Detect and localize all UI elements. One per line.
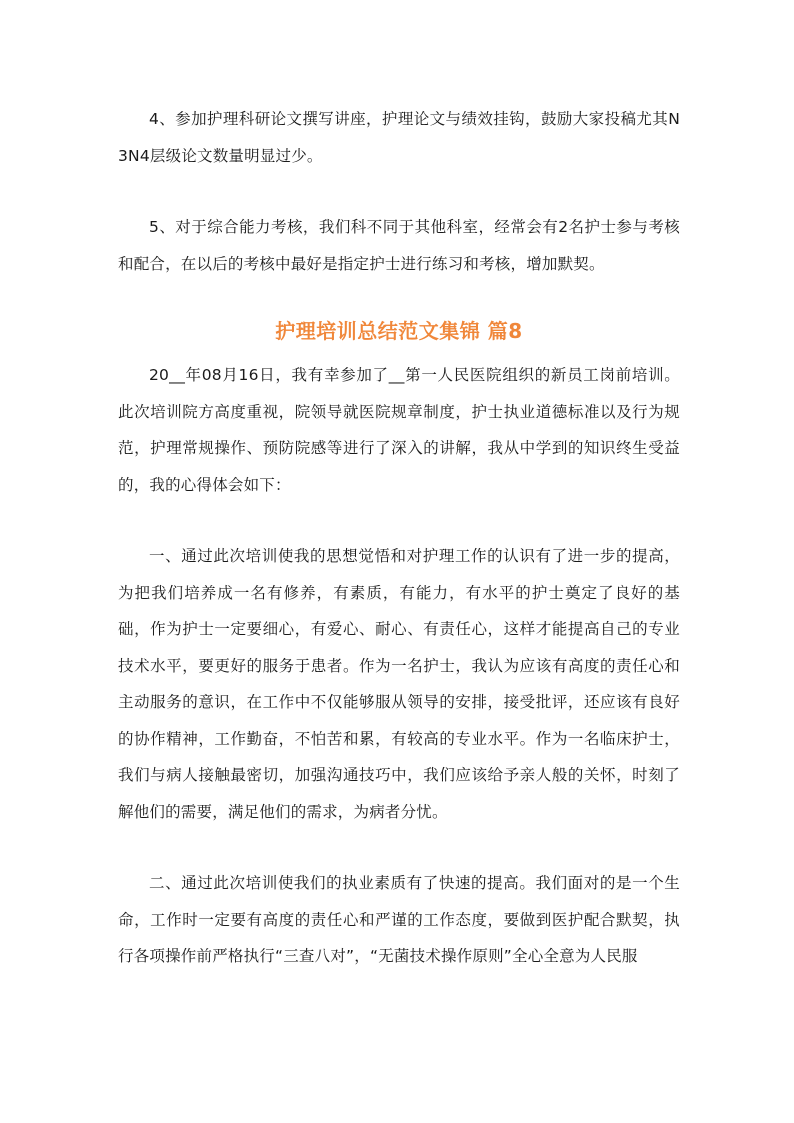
- paragraph-point-two: 二、通过此次培训使我们的执业素质有了快速的提高。我们面对的是一个生命，工作时一定要有高度的责任心和严谨的工作态度，要做到医护配合默契，执行各项操作前严格执行“三查八对”，“无菌技术操作原则”全心全意为人民服: [118, 874, 680, 965]
- paragraph-point-one: 一、通过此次培训使我的思想觉悟和对护理工作的认识有了进一步的提高，为把我们培养成一名有修养，有素质，有能力，有水平的护士奠定了良好的基础，作为护士一定要细心，有爱心、耐心、有责任心，这样才能提高自己的专业技术水平，要更好的服务于患者。作为一名护士，我认为应该有高度的责任心和主动服务的意识，在工作中不仅能够服从领导的安排，接受批评，还应该有良好的协作精神，工作勤奋，不怕苦和累，有较高的专业水平。作为一名临床护士，我们与病人接触最密切，加强沟通技巧中，我们应该给予亲人般的关怀，时刻了解他们的需要，满足他们的需求，为病者分忧。: [118, 547, 680, 821]
- section-heading: 护理培训总结范文集锦 篇8: [275, 319, 523, 343]
- paragraph-item-4: 4、参加护理科研论文撰写讲座，护理论文与绩效挂钩，鼓励大家投稿尤其N3N4层级论文数量明显过少。: [118, 110, 680, 165]
- paragraph-intro: 20__年08月16日，我有幸参加了__第一人民医院组织的新员工岗前培训。此次培训院方高度重视，院领导就医院规章制度，护士执业道德标准以及行为规范，护理常规操作、预防院感等进行了深入的讲解，我从中学到的知识终生受益的，我的心得体会如下：: [118, 366, 680, 494]
- paragraph-item-5: 5、对于综合能力考核，我们科不同于其他科室，经常会有2名护士参与考核和配合，在以后的考核中最好是指定护士进行练习和考核，增加默契。: [118, 218, 680, 273]
- paragraph-gap: [118, 282, 680, 309]
- paragraph-gap: [118, 830, 680, 865]
- paragraph-gap: [118, 174, 680, 209]
- paragraph-gap: [118, 503, 680, 538]
- document-body: [118, 101, 680, 975]
